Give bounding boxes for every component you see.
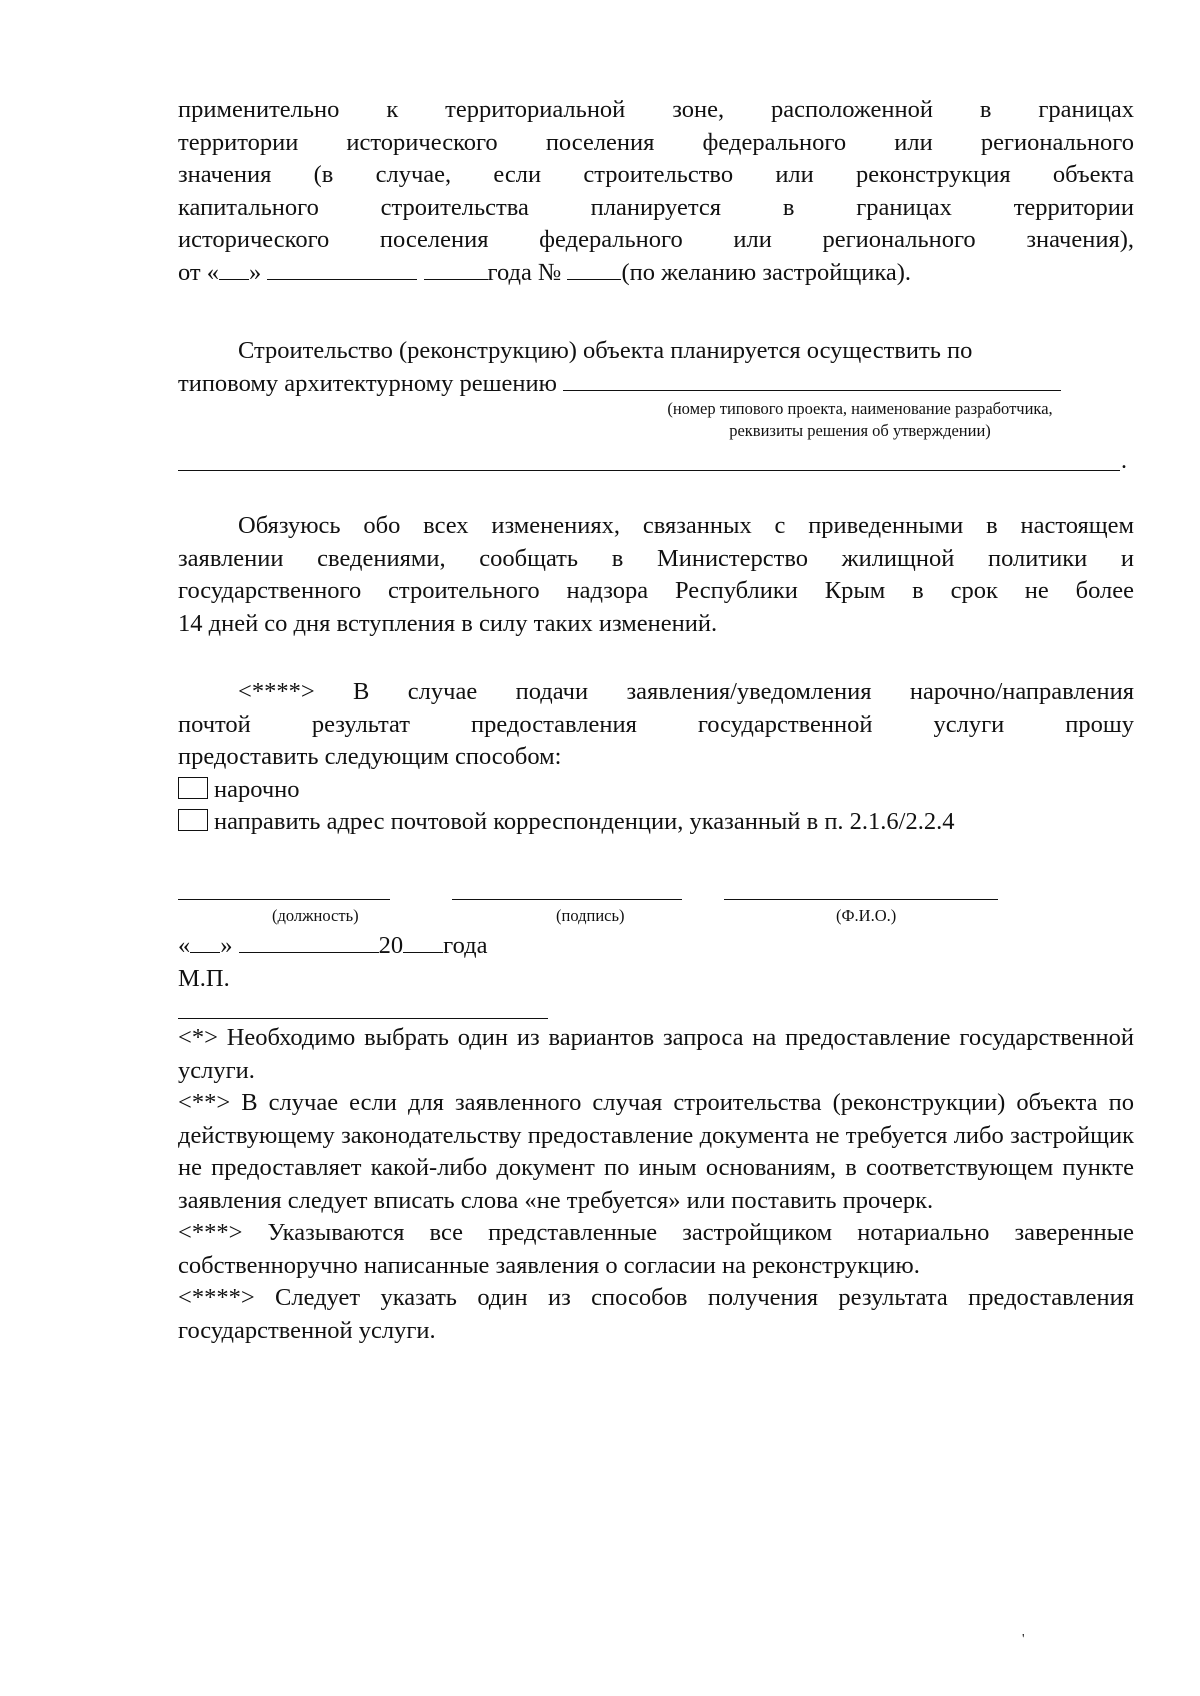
text-line: почтой результат предоставления государственной услуги прошу bbox=[178, 710, 1134, 738]
text-line: <****> В случае подачи заявления/уведомления нарочно/направления bbox=[238, 678, 1134, 705]
period-mark: . bbox=[1121, 448, 1127, 474]
fio-caption: (Ф.И.О.) bbox=[836, 906, 897, 925]
year-suffix: года bbox=[443, 932, 488, 959]
day-blank[interactable] bbox=[219, 259, 249, 280]
text-line: территории исторического поселения федерального или регионального bbox=[178, 128, 1134, 156]
checkbox-hand-delivery[interactable] bbox=[178, 777, 208, 799]
fio-line[interactable] bbox=[724, 899, 998, 900]
option-hand-delivery[interactable] bbox=[178, 774, 1134, 807]
month-blank[interactable] bbox=[239, 932, 379, 953]
paragraph-obligation bbox=[178, 510, 1134, 640]
month-blank[interactable] bbox=[267, 259, 417, 280]
page-mark: ' bbox=[1022, 1632, 1025, 1647]
date-number-line bbox=[178, 257, 1134, 290]
date-line bbox=[178, 930, 1134, 963]
text-line: предоставить следующим способом: bbox=[178, 743, 562, 770]
text-line: Обязуюсь обо всех изменениях, связанных с приведенными в настоящем bbox=[238, 512, 1134, 539]
footnote-separator bbox=[178, 1018, 548, 1019]
stamp-mark: М.П. bbox=[178, 964, 230, 992]
footnote-3: <***> Указываются все представленные застройщиком нотариально заверенные собственноручно написанные заявления о согласии на реконструкцию. bbox=[178, 1219, 1134, 1279]
year-blank[interactable] bbox=[424, 259, 488, 280]
text-line: применительно к территориальной зоне, расположенной в границах bbox=[178, 96, 1134, 123]
footnote-1: <*> Необходимо выбрать один из вариантов запроса на предоставление государственной услуги. bbox=[178, 1024, 1134, 1084]
text-line: заявлении сведениями, сообщать в Министерство жилищной политики и bbox=[178, 544, 1134, 572]
year-prefix: 20 bbox=[378, 932, 404, 959]
signature-line[interactable] bbox=[452, 899, 682, 900]
year-number-label: года № bbox=[487, 258, 562, 286]
option-label: нарочно bbox=[214, 775, 300, 803]
typical-solution-blank[interactable] bbox=[563, 370, 1061, 391]
position-caption: (должность) bbox=[272, 906, 359, 925]
footnotes bbox=[178, 1022, 1134, 1347]
checkbox-post-delivery[interactable] bbox=[178, 809, 208, 831]
quote-close: » bbox=[220, 932, 233, 959]
text-line: значения (в случае, если строительство или реконструкция объекта bbox=[178, 161, 1134, 188]
position-line[interactable] bbox=[178, 899, 390, 900]
paragraph-typical-solution bbox=[178, 335, 1134, 400]
quote-close: » bbox=[249, 258, 262, 286]
quote-open: « bbox=[178, 932, 191, 959]
day-blank[interactable] bbox=[190, 932, 220, 953]
footnote-4: <****> Следует указать один из способов получения результата предоставления государственной услуги. bbox=[178, 1284, 1134, 1344]
text-line: Строительство (реконструкцию) объекта планируется осуществить по bbox=[238, 337, 973, 364]
number-blank[interactable] bbox=[567, 259, 621, 280]
text-line: государственного строительного надзора Республики Крым в срок не более bbox=[178, 577, 1134, 604]
typical-solution-label: типовому архитектурному решению bbox=[178, 369, 557, 397]
year-blank[interactable] bbox=[403, 932, 443, 953]
footnote-2: <**> В случае если для заявленного случая строительства (реконструкции) объекта по действующему законодательству предоставление документа не требуется либо застройщик не предоставляет какой-либо документ по иным основаниям, в соответствующем пункте заявления следует вписать слова «не требуется» или поставить прочерк. bbox=[178, 1089, 1134, 1214]
caption-line: (номер типового проекта, наименование разработчика, bbox=[667, 399, 1053, 418]
caption-line: реквизиты решения об утверждении) bbox=[729, 421, 991, 440]
text-line: 14 дней со дня вступления в силу таких изменений. bbox=[178, 609, 718, 637]
typical-solution-blank-line2[interactable] bbox=[178, 470, 1120, 471]
quote-open: от « bbox=[178, 258, 220, 286]
option-post-delivery[interactable] bbox=[178, 806, 1134, 839]
typical-solution-line bbox=[178, 368, 1134, 401]
option-label: направить адрес почтовой корреспонденции, указанный в п. 2.1.6/2.2.4 bbox=[214, 808, 955, 835]
text-line: капитального строительства планируется в границах территории bbox=[178, 193, 1134, 221]
paragraph-delivery-method bbox=[178, 676, 1134, 839]
text-line: исторического поселения федерального или регионального значения), bbox=[178, 226, 1134, 253]
paragraph-territorial-zone bbox=[178, 94, 1134, 289]
developer-wish-note: (по желанию застройщика). bbox=[621, 258, 912, 286]
typical-solution-caption bbox=[600, 398, 1120, 442]
signature-date bbox=[178, 930, 1134, 995]
signature-caption: (подпись) bbox=[556, 906, 625, 925]
